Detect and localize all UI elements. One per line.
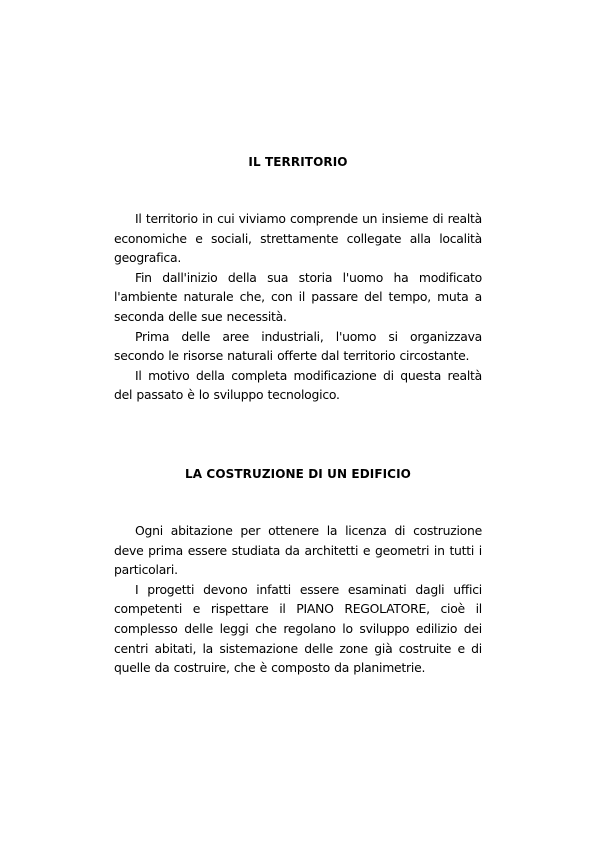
section-heading-territorio [114,153,482,171]
section-title: IL TERRITORIO [248,155,348,169]
section-body-costruzione [114,521,482,678]
section-body-territorio [114,209,482,405]
paragraph: Prima delle aree industriali, l'uomo si organizzava secondo le risorse naturali offerte dal territorio circostante. [114,328,482,364]
section-heading-costruzione [114,465,482,483]
paragraph: I progetti devono infatti essere esaminati dagli uffici competenti e rispettare il PIANO REGOLATORE, cioè il complesso delle leggi che regolano lo sviluppo edilizio dei centri abitati, la sistemazione delle zone già costruite e di quelle da costruire, che è composto da planimetrie. [114,581,482,676]
paragraph: Il motivo della completa modificazione di questa realtà del passato è lo sviluppo tecnologico. [114,367,482,403]
paragraph: Ogni abitazione per ottenere la licenza di costruzione deve prima essere studiata da architetti e geometri in tutti i particolari. [114,523,482,578]
paragraph: Il territorio in cui viviamo comprende un insieme di realtà economiche e sociali, strettamente collegate alla località geografica. [114,211,482,266]
section-title: LA COSTRUZIONE DI UN EDIFICIO [185,467,411,481]
paragraph: Fin dall'inizio della sua storia l'uomo ha modificato l'ambiente naturale che, con il passare del tempo, muta a seconda delle sue necessità. [114,269,482,324]
